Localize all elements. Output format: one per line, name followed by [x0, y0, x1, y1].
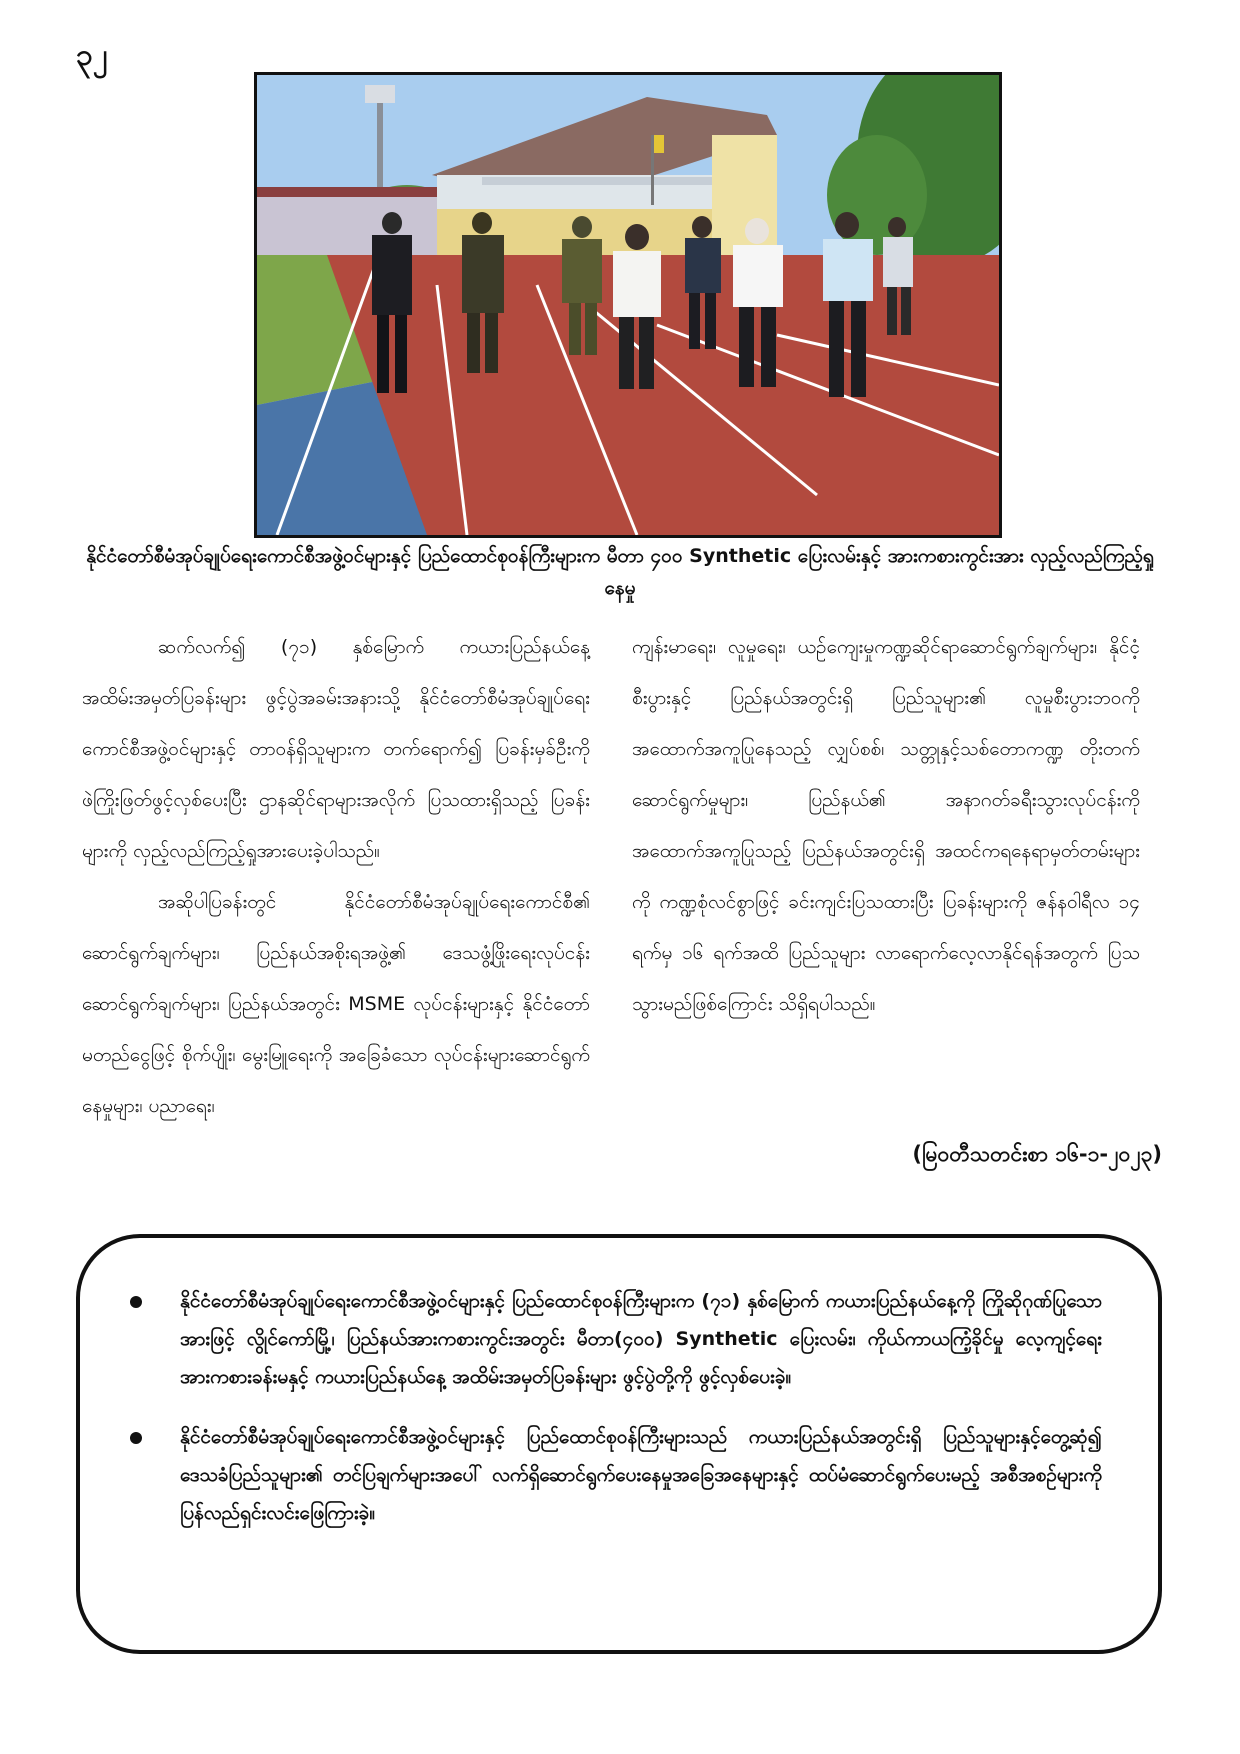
bullet-icon: [130, 1432, 142, 1444]
photo-caption: နိုင်ငံတော်စီမံအုပ်ချုပ်ရေးကောင်စီအဖွဲ့ဝင်များနှင့် ပြည်ထောင်စုဝန်ကြီးများက မီတာ ၄၀၀ Synthetic ပြေးလမ်းနှင့် အားကစားကွင်းအား လှည့်လည်ကြည့်ရှုနေမှု: [86, 545, 1154, 599]
article-left-column: [82, 622, 590, 1132]
summary-box: [76, 1234, 1162, 1654]
summary-item-text: နိုင်ငံတော်စီမံအုပ်ချုပ်ရေးကောင်စီအဖွဲ့ဝင်များနှင့် ပြည်ထောင်စုဝန်ကြီးများက (၇၁) နှစ်မြောက် ကယားပြည်နယ်နေ့ကို ကြိုဆိုဂုဏ်ပြုသောအားဖြင့် လွိုင်ကော်မြို့၊ ပြည်နယ်အားကစားကွင်းအတွင်း မီတာ(၄၀၀) Synthetic ပြေးလမ်း၊ ကိုယ်ကာယကြံ့ခိုင်မှု လေ့ကျင့်ရေးအားကစားခန်းမနှင့် ကယားပြည်နယ်နေ့ အထိမ်းအမှတ်ပြခန်းများ ဖွင့်ပွဲတို့ကို ဖွင့်လှစ်ပေးခဲ့။: [180, 1290, 1102, 1388]
article-paragraph: အဆိုပါပြခန်းတွင် နိုင်ငံတော်စီမံအုပ်ချုပ်ရေးကောင်စီ၏ ဆောင်ရွက်ချက်များ၊ ပြည်နယ်အစိုးရအဖွဲ့၏ ဒေသဖွံ့ဖြိုးရေးလုပ်ငန်းဆောင်ရွက်ချက်များ၊ ပြည်နယ်အတွင်း MSME လုပ်ငန်းများနှင့် နိုင်ငံတော်မတည်ငွေဖြင့် စိုက်ပျိုး၊ မွေးမြူရေးကို အခြေခံသော လုပ်ငန်းများဆောင်ရွက်နေမှုများ၊ ပညာရေး၊: [82, 891, 590, 1117]
article-paragraph: ဆက်လက်၍ (၇၁) နှစ်မြောက် ကယားပြည်နယ်နေ့ အထိမ်းအမှတ်ပြခန်းများ ဖွင့်ပွဲအခမ်းအနားသို့ နိုင်ငံတော်စီမံအုပ်ချုပ်ရေးကောင်စီအဖွဲ့ဝင်များနှင့် တာဝန်ရှိသူများက တက်ရောက်၍ ပြခန်းမှခ်ဦးကို ဖဲကြိုးဖြတ်ဖွင့်လှစ်ပေးပြီး ဌာနဆိုင်ရာများအလိုက် ပြသထားရှိသည့် ပြခန်းများကို လှည့်လည်ကြည့်ရှုအားပေးခဲ့ပါသည်။: [82, 636, 590, 862]
summary-list: [120, 1282, 1102, 1532]
bullet-icon: [130, 1296, 142, 1308]
page-number: ၃၂: [76, 38, 108, 73]
summary-item: [120, 1282, 1102, 1396]
news-source: (မြဝတီသတင်းစာ ၁၆-၁-၂၀၂၃): [912, 1142, 1162, 1166]
summary-item: [120, 1418, 1102, 1532]
summary-item-text: နိုင်ငံတော်စီမံအုပ်ချုပ်ရေးကောင်စီအဖွဲ့ဝင်များနှင့် ပြည်ထောင်စုဝန်ကြီးများသည် ကယားပြည်နယ်အတွင်းရှိ ပြည်သူများနှင့်တွေ့ဆုံ၍ ဒေသခံပြည်သူများ၏ တင်ပြချက်များအပေါ် လက်ရှိဆောင်ရွက်ပေးနေမှုအခြေအနေများနှင့် ထပ်မံဆောင်ရွက်ပေးမည့် အစီအစဉ်များကို ပြန်လည်ရှင်းလင်းဖြေကြားခဲ့။: [180, 1426, 1102, 1524]
article-paragraph: ကျန်းမာရေး၊ လူမှုရေး၊ ယဉ်ကျေးမှုကဏ္ဍဆိုင်ရာဆောင်ရွက်ချက်များ၊ နိုင်ငံ့စီးပွားနှင့် ပြည်နယ်အတွင်းရှိ ပြည်သူများ၏ လူမှုစီးပွားဘဝကို အထောက်အကူပြုနေသည့် လျှပ်စစ်၊ သတ္တုနှင့်သစ်တောကဏ္ဍ တိုးတက်ဆောင်ရွက်မှုများ၊ ပြည်နယ်၏ အနာဂတ်ခရီးသွားလုပ်ငန်းကို အထောက်အကူပြုသည့် ပြည်နယ်အတွင်းရှိ အထင်ကရနေရာမှတ်တမ်းများကို ကဏ္ဍစုံလင်စွာဖြင့် ခင်းကျင်းပြသထားပြီး ပြခန်းများကို ဇန်နဝါရီလ ၁၄ ရက်မှ ၁၆ ရက်အထိ ပြည်သူများ လာရောက်လေ့လာနိုင်ရန်အတွက် ပြသသွားမည်ဖြစ်ကြောင်း သိရှိရပါသည်။: [632, 636, 1140, 1015]
article-right-column: [632, 622, 1140, 1030]
stadium-track-photo: [254, 72, 1002, 538]
